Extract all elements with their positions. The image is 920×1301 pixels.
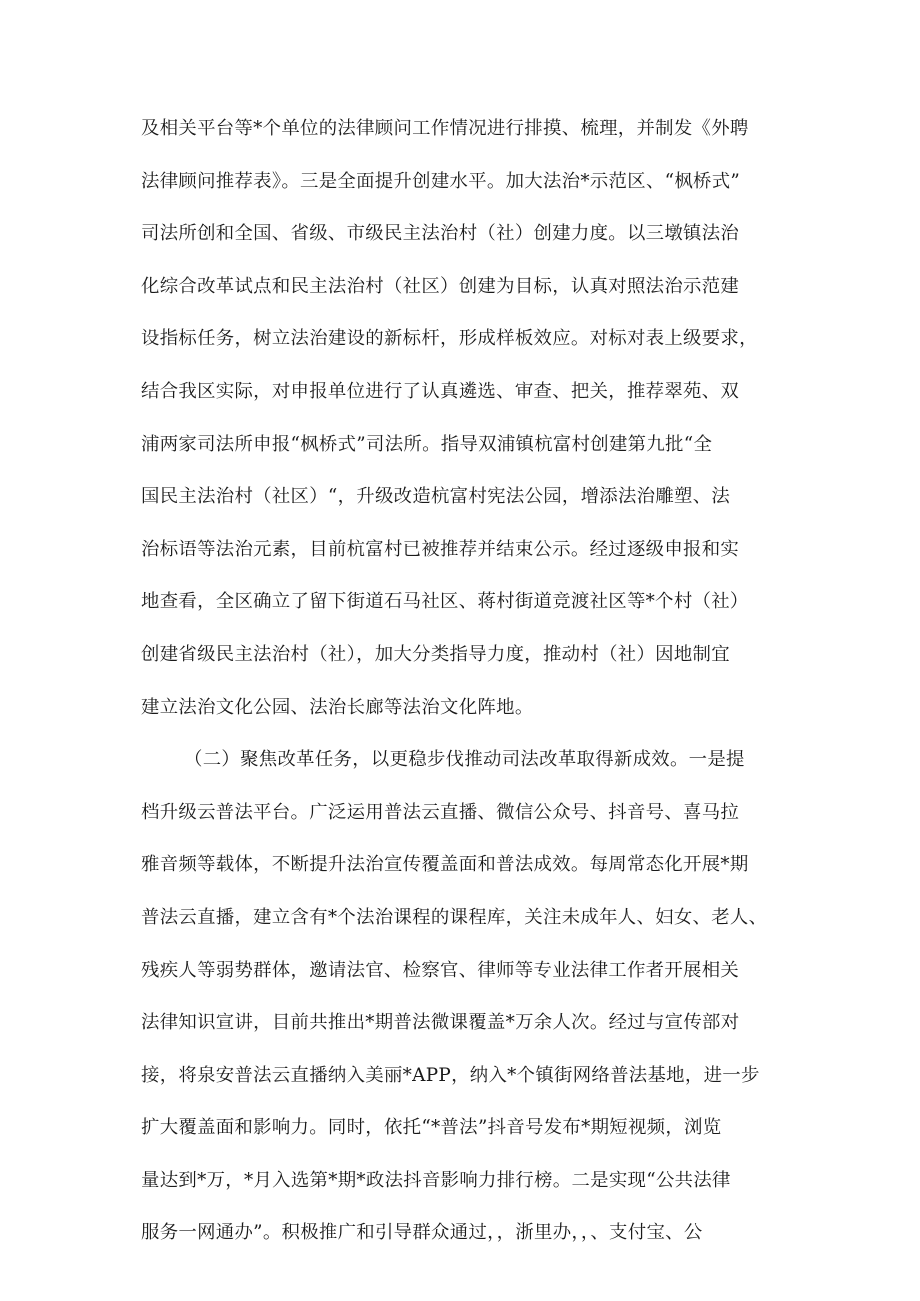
text-line: 司法所创和全国、省级、市级民主法治村（社）创建力度。以三墩镇法治: [141, 223, 740, 245]
text-line: 治标语等法治元素，目前杭富村已被推荐并结束公示。经过逐级申报和实: [141, 538, 740, 560]
text-line: 接，将泉安普法云直播纳入美丽*APP，纳入*个镇街网络普法基地，进一步: [141, 1064, 760, 1086]
section-heading-line: （二）聚焦改革任务，以更稳步伐推动司法改革取得新成效。一是提: [184, 749, 745, 771]
text-line: 扩大覆盖面和影响力。同时，依托“*普法”抖音号发布*期短视频，浏览: [141, 1117, 722, 1139]
text-line: 地查看，全区确立了留下街道石马社区、蒋村街道竞渡社区等*个村（社）: [141, 591, 749, 613]
text-line: 建立法治文化公园、法治长廊等法治文化阵地。: [141, 696, 534, 718]
document-body: [141, 103, 801, 1260]
text-line: 法律顾问推荐表》。三是全面提升创建水平。加大法治*示范区、“枫桥式”: [141, 170, 741, 192]
text-line: 结合我区实际，对申报单位进行了认真遴选、审查、把关，推荐翠苑、双: [141, 380, 740, 402]
text-line: 普法云直播，建立含有*个法治课程的课程库，关注未成年人、妇女、老人、: [141, 906, 768, 928]
text-line: 创建省级民主法治村（社），加大分类指导力度，推动村（社）因地制宜: [141, 643, 730, 665]
text-line: 残疾人等弱势群体，邀请法官、检察官、律师等专业法律工作者开展相关: [141, 959, 740, 981]
text-line: 浦两家司法所申报“枫桥式”司法所。指导双浦镇杭富村创建第九批“全: [141, 433, 713, 455]
text-line: 及相关平台等*个单位的法律顾问工作情况进行排摸、梳理，并制发《外聘: [141, 118, 749, 139]
text-line: 国民主法治村（社区）“，升级改造杭富村宪法公园，增添法治雕塑、法: [141, 486, 731, 508]
text-line: 服务一网通办”。积极推广和引导群众通过，，浙里办，，、支付宝、公: [141, 1222, 703, 1244]
text-line: 量达到*万，*月入选第*期*政法抖音影响力排行榜。二是实现“公共法律: [141, 1169, 731, 1191]
text-line: 档升级云普法平台。广泛运用普法云直播、微信公众号、抖音号、喜马拉: [141, 801, 740, 823]
text-line: 法律知识宣讲，目前共推出*期普法微课覆盖*万余人次。经过与宣传部对: [141, 1012, 740, 1034]
text-line: 雅音频等载体，不断提升法治宣传覆盖面和普法成效。每周常态化开展*期: [141, 854, 749, 876]
text-line: 化综合改革试点和民主法治村（社区）创建为目标，认真对照法治示范建: [141, 275, 740, 297]
text-line: 设指标任务，树立法治建设的新标杆，形成样板效应。对标对表上级要求，: [141, 328, 758, 350]
